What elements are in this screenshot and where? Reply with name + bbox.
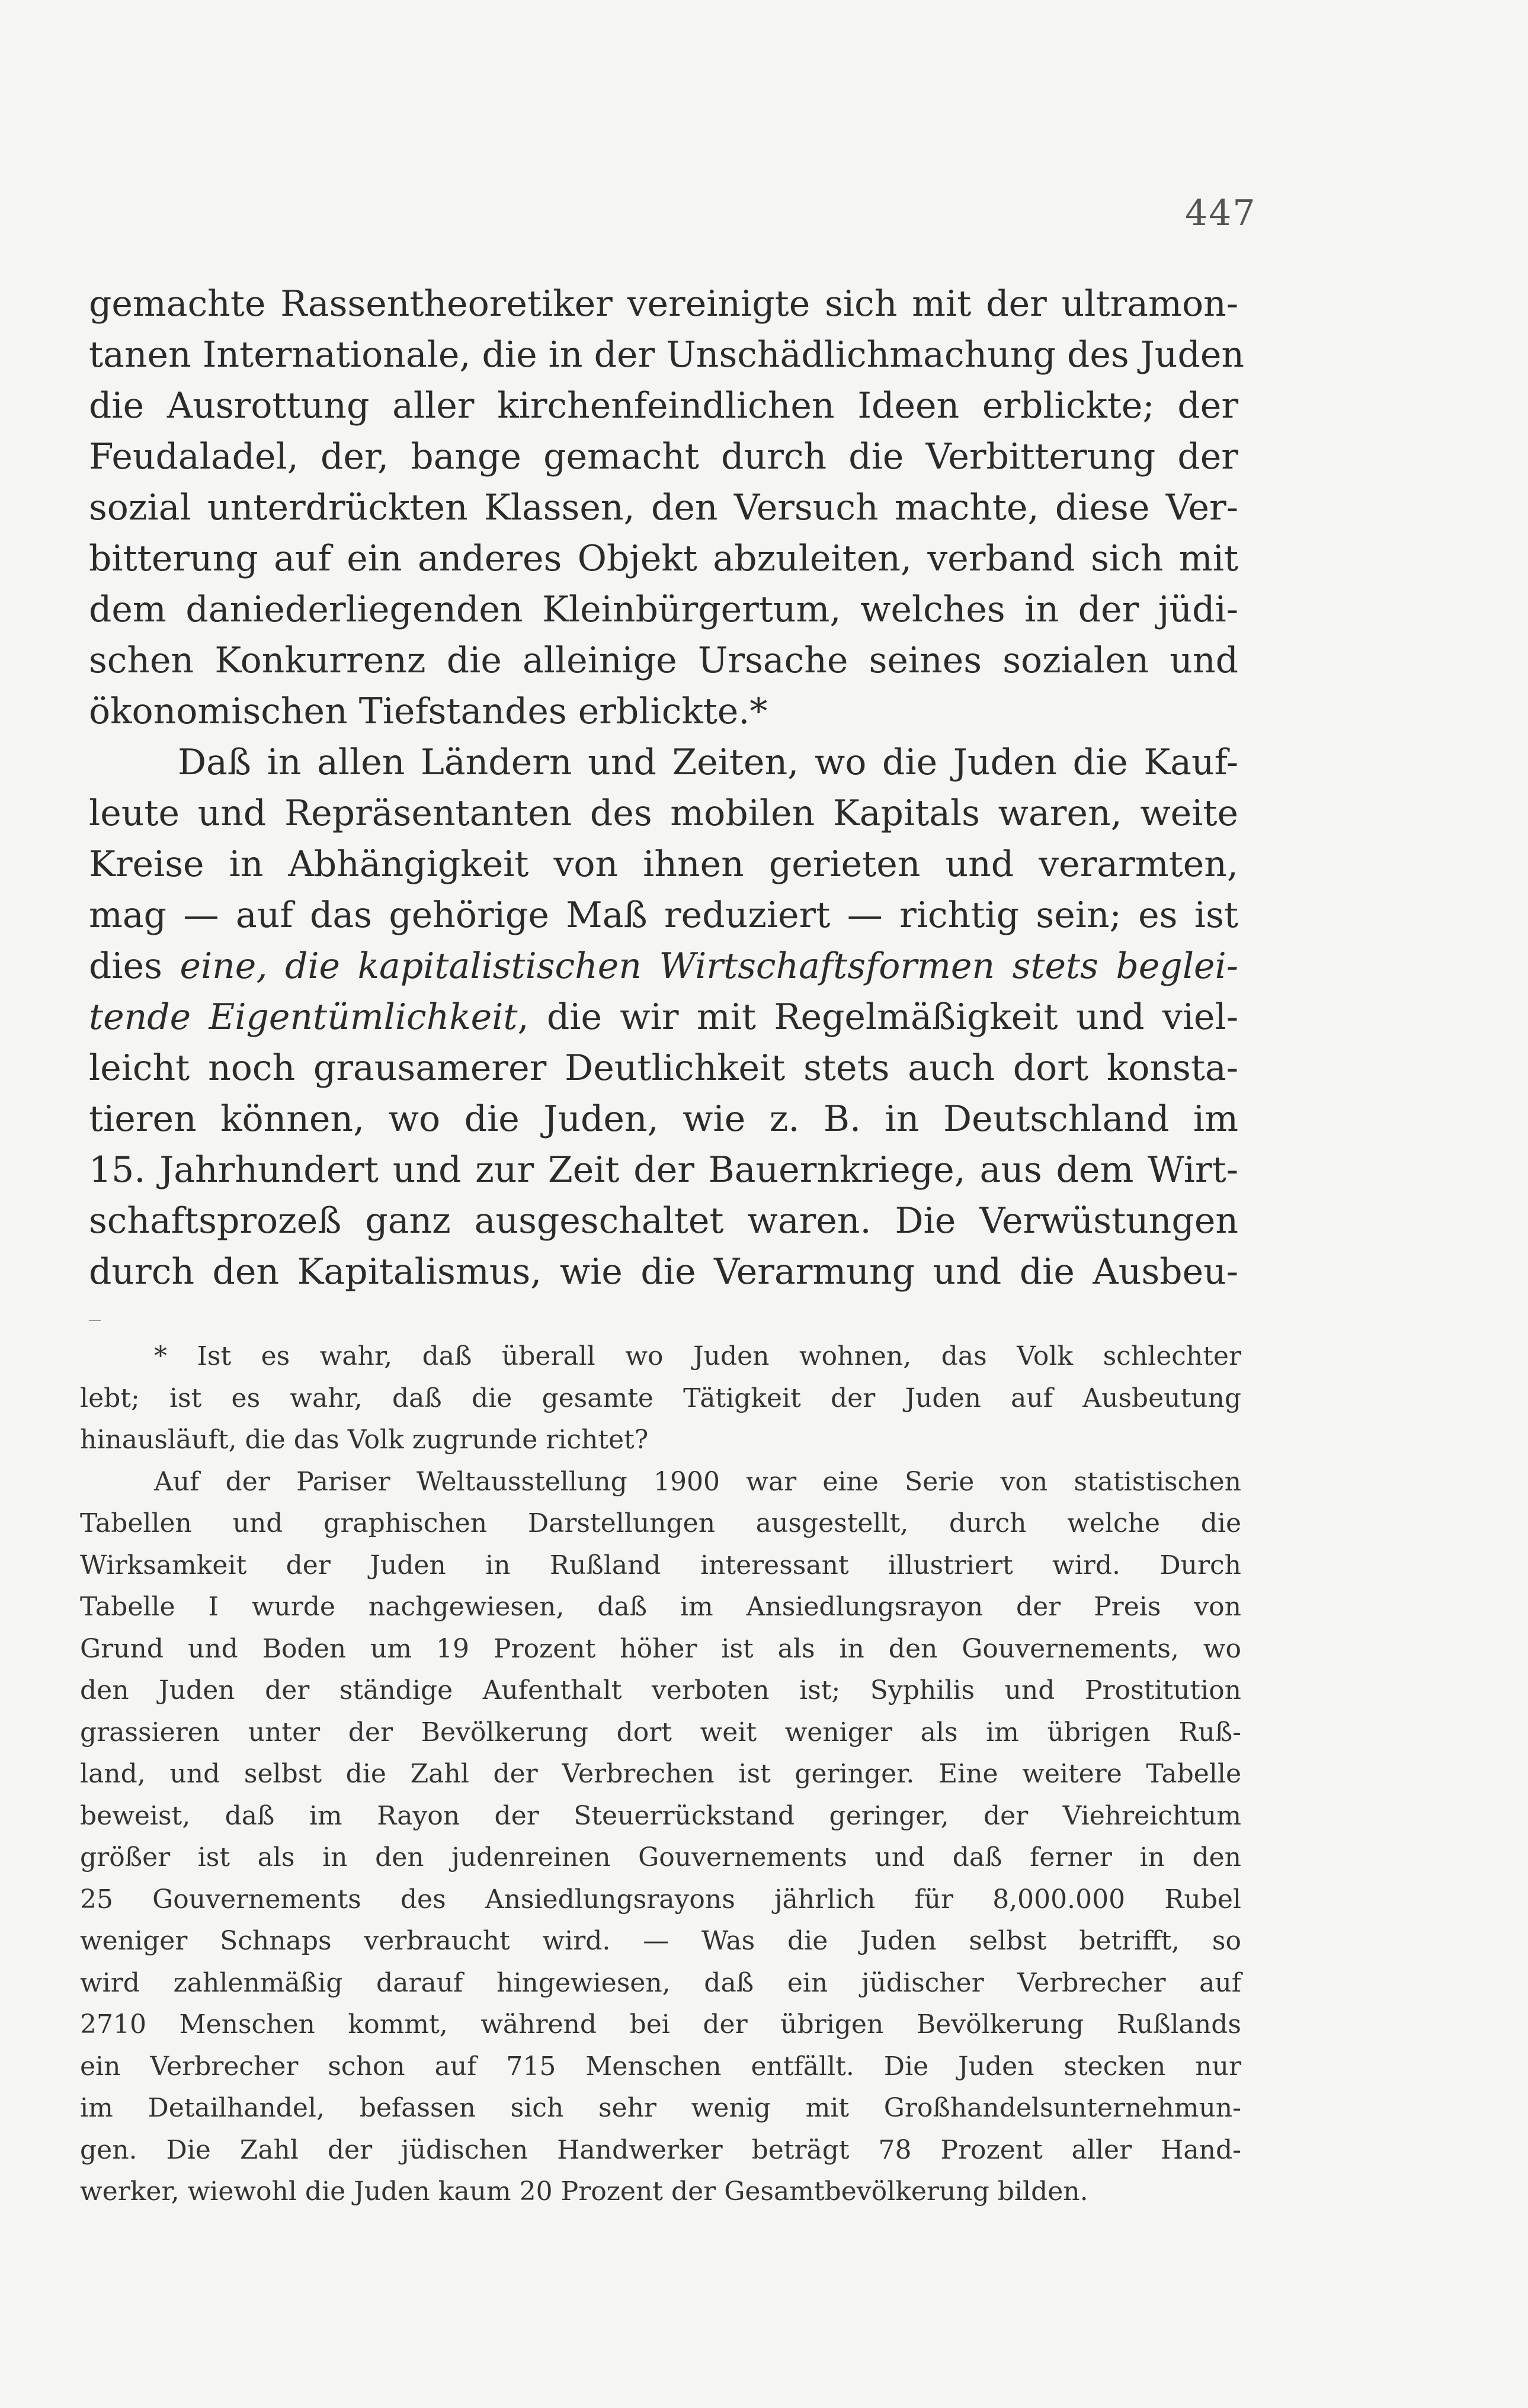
text-line: 15. Jahrhundert und zur Zeit der Bauernkriege, aus dem Wirt- — [89, 1149, 1238, 1191]
text-line: mag — auf das gehörige Maß reduziert — richtig sein; es ist — [89, 894, 1238, 936]
emphasized-text: eine, die kapitalistischen Wirtschaftsformen stets beglei- — [180, 945, 1238, 987]
footnote-line: land, und selbst die Zahl der Verbrechen ist geringer. Eine weitere Tabelle — [80, 1759, 1241, 1789]
text-line: tieren können, wo die Juden, wie z. B. in Deutschland im — [89, 1098, 1238, 1140]
text-line: durch den Kapitalismus, wie die Verarmung und die Ausbeu- — [89, 1251, 1238, 1293]
text-line: leicht noch grausamerer Deutlichkeit stets auch dort konsta- — [89, 1047, 1238, 1089]
text-line: schaftsprozeß ganz ausgeschaltet waren. Die Verwüstungen — [89, 1200, 1238, 1242]
footnote-line: 25 Gouvernements des Ansiedlungsrayons jährlich für 8,000.000 Rubel — [80, 1884, 1241, 1915]
footnote-line: größer ist als in den judenreinen Gouvernements und daß ferner in den — [80, 1842, 1241, 1872]
text-line-with-emphasis — [89, 941, 1238, 992]
text-line: dem daniederliegenden Kleinbürgertum, welches in der jüdi- — [89, 589, 1238, 630]
footnote-line: Grund und Boden um 19 Prozent höher ist als in den Gouvernements, wo — [80, 1633, 1241, 1664]
footnote-line: den Juden der ständige Aufenthalt verboten ist; Syphilis und Prostitution — [80, 1675, 1241, 1705]
footnote-line: Tabellen und graphischen Darstellungen ausgestellt, durch welche die — [80, 1508, 1241, 1538]
text-line: gemachte Rassentheoretiker vereinigte sich mit der ultramon- — [89, 283, 1238, 325]
emphasized-text: tende Eigentümlichkeit — [89, 996, 518, 1038]
text-line: bitterung auf ein anderes Objekt abzuleiten, verband sich mit — [89, 538, 1238, 579]
footnote-line: hinausläuft, die das Volk zugrunde richtet? — [80, 1425, 649, 1455]
text-line-with-emphasis — [89, 992, 1238, 1043]
main-text — [89, 278, 1244, 1297]
paragraph-end-line: ökonomischen Tiefstandes erblickte.* — [89, 691, 768, 732]
paragraph-start-line: Daß in allen Ländern und Zeiten, wo die Juden die Kauf- — [178, 742, 1238, 783]
footnote-line: beweist, daß im Rayon der Steuerrückstand geringer, der Viehreichtum — [80, 1800, 1241, 1831]
text-line: die Ausrottung aller kirchenfeindlichen Ideen erblickte; der — [89, 385, 1238, 427]
footnote-line: gen. Die Zahl der jüdischen Handwerker beträgt 78 Prozent aller Hand- — [80, 2134, 1241, 2165]
text-line: Kreise in Abhängigkeit von ihnen gerieten und verarmten, — [89, 844, 1238, 885]
footnote-line: grassieren unter der Bevölkerung dort weit weniger als im übrigen Ruß- — [80, 1717, 1241, 1748]
footnote-line: Tabelle I wurde nachgewiesen, daß im Ansiedlungsrayon der Preis von — [80, 1592, 1241, 1622]
text-fragment: dies — [89, 945, 180, 987]
footnote-line: * Ist es wahr, daß überall wo Juden wohnen, das Volk schlechter — [154, 1341, 1241, 1371]
text-line: tanen Internationale, die in der Unschädlichmachung des Juden — [89, 334, 1244, 376]
footnote-line: lebt; ist es wahr, daß die gesamte Tätigkeit der Juden auf Ausbeutung — [80, 1383, 1241, 1413]
footnote-line: ein Verbrecher schon auf 715 Menschen entfällt. Die Juden stecken nur — [80, 2051, 1241, 2082]
footnote-divider — [89, 1320, 101, 1321]
footnote-line: werker, wiewohl die Juden kaum 20 Prozent der Gesamtbevölkerung bilden. — [80, 2176, 1088, 2207]
footnote-line: Auf der Pariser Weltausstellung 1900 war eine Serie von statistischen — [154, 1466, 1241, 1497]
footnote-line: wird zahlenmäßig darauf hingewiesen, daß ein jüdischer Verbrecher auf — [80, 1967, 1241, 1998]
text-line: leute und Repräsentanten des mobilen Kapitals waren, weite — [89, 793, 1238, 834]
footnote-line: im Detailhandel, befassen sich sehr wenig mit Großhandelsunternehmun- — [80, 2093, 1241, 2123]
text-line: sozial unterdrückten Klassen, den Versuch machte, diese Ver- — [89, 487, 1238, 528]
text-fragment: , die wir mit Regelmäßigkeit und viel- — [517, 996, 1238, 1038]
footnote-line: 2710 Menschen kommt, während bei der übrigen Bevölkerung Rußlands — [80, 2009, 1241, 2040]
page-number: 447 — [1185, 193, 1257, 234]
text-line: Feudaladel, der, bange gemacht durch die Verbitterung der — [89, 436, 1238, 477]
footnote-line: Wirksamkeit der Juden in Rußland interessant illustriert wird. Durch — [80, 1550, 1241, 1580]
footnote-block — [80, 1336, 1241, 2213]
text-line: schen Konkurrenz die alleinige Ursache seines sozialen und — [89, 640, 1238, 681]
footnote-line: weniger Schnaps verbraucht wird. — Was die Juden selbst betrifft, so — [80, 1926, 1241, 1956]
